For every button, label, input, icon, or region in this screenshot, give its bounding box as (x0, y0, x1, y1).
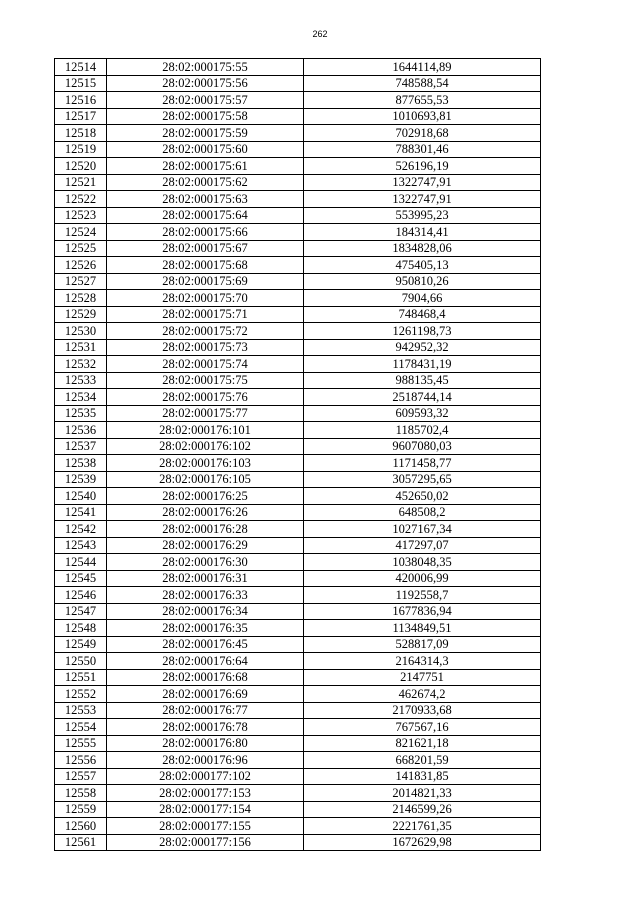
value-cell: 7904,66 (304, 290, 541, 307)
table-row (55, 834, 541, 851)
row-number-cell: 12521 (55, 174, 107, 191)
row-number-cell: 12547 (55, 603, 107, 620)
value-cell: 184314,41 (304, 224, 541, 241)
value-cell: 748468,4 (304, 306, 541, 323)
table-row (55, 702, 541, 719)
cadastral-number-cell: 28:02:000175:66 (107, 224, 304, 241)
cadastral-number-cell: 28:02:000175:58 (107, 108, 304, 125)
table-row (55, 818, 541, 835)
table-row (55, 488, 541, 505)
cadastral-number-cell: 28:02:000175:57 (107, 92, 304, 109)
cadastral-number-cell: 28:02:000175:68 (107, 257, 304, 274)
row-number-cell: 12559 (55, 801, 107, 818)
row-number-cell: 12531 (55, 339, 107, 356)
value-cell: 462674,2 (304, 686, 541, 703)
row-number-cell: 12535 (55, 405, 107, 422)
cadastral-number-cell: 28:02:000175:56 (107, 75, 304, 92)
row-number-cell: 12532 (55, 356, 107, 373)
value-cell: 988135,45 (304, 372, 541, 389)
page-number: 262 (312, 29, 328, 39)
value-cell: 748588,54 (304, 75, 541, 92)
cadastral-number-cell: 28:02:000176:31 (107, 570, 304, 587)
table-row (55, 257, 541, 274)
value-cell: 788301,46 (304, 141, 541, 158)
cadastral-number-cell: 28:02:000176:34 (107, 603, 304, 620)
value-cell: 1261198,73 (304, 323, 541, 340)
row-number-cell: 12514 (55, 59, 107, 76)
value-cell: 9607080,03 (304, 438, 541, 455)
row-number-cell: 12561 (55, 834, 107, 851)
table-row (55, 323, 541, 340)
table-row (55, 587, 541, 604)
value-cell: 1322747,91 (304, 191, 541, 208)
table-row (55, 636, 541, 653)
cadastral-number-cell: 28:02:000175:75 (107, 372, 304, 389)
table-row (55, 521, 541, 538)
table-row (55, 801, 541, 818)
value-cell: 2170933,68 (304, 702, 541, 719)
row-number-cell: 12523 (55, 207, 107, 224)
row-number-cell: 12519 (55, 141, 107, 158)
value-cell: 528817,09 (304, 636, 541, 653)
row-number-cell: 12522 (55, 191, 107, 208)
value-cell: 2014821,33 (304, 785, 541, 802)
cadastral-number-cell: 28:02:000176:80 (107, 735, 304, 752)
value-cell: 452650,02 (304, 488, 541, 505)
value-cell: 1185702,4 (304, 422, 541, 439)
table-row (55, 125, 541, 142)
cadastral-number-cell: 28:02:000175:60 (107, 141, 304, 158)
cadastral-number-cell: 28:02:000176:78 (107, 719, 304, 736)
value-cell: 767567,16 (304, 719, 541, 736)
cadastral-number-cell: 28:02:000175:73 (107, 339, 304, 356)
row-number-cell: 12518 (55, 125, 107, 142)
table-row (55, 92, 541, 109)
table-row (55, 570, 541, 587)
table-row (55, 537, 541, 554)
cadastral-number-cell: 28:02:000176:103 (107, 455, 304, 472)
table-row (55, 240, 541, 257)
value-cell: 1178431,19 (304, 356, 541, 373)
cadastral-number-cell: 28:02:000175:69 (107, 273, 304, 290)
value-cell: 526196,19 (304, 158, 541, 175)
table-row (55, 174, 541, 191)
cadastral-number-cell: 28:02:000176:77 (107, 702, 304, 719)
value-cell: 141831,85 (304, 768, 541, 785)
table-row (55, 141, 541, 158)
value-cell: 2147751 (304, 669, 541, 686)
value-cell: 609593,32 (304, 405, 541, 422)
cadastral-number-cell: 28:02:000176:28 (107, 521, 304, 538)
row-number-cell: 12515 (55, 75, 107, 92)
table-row (55, 471, 541, 488)
value-cell: 420006,99 (304, 570, 541, 587)
cadastral-number-cell: 28:02:000175:77 (107, 405, 304, 422)
row-number-cell: 12556 (55, 752, 107, 769)
row-number-cell: 12538 (55, 455, 107, 472)
table-row (55, 785, 541, 802)
registry-table-body (55, 59, 541, 851)
table-row (55, 339, 541, 356)
row-number-cell: 12526 (55, 257, 107, 274)
table-row (55, 686, 541, 703)
row-number-cell: 12533 (55, 372, 107, 389)
value-cell: 648508,2 (304, 504, 541, 521)
row-number-cell: 12534 (55, 389, 107, 406)
table-row (55, 620, 541, 637)
cadastral-number-cell: 28:02:000176:25 (107, 488, 304, 505)
value-cell: 877655,53 (304, 92, 541, 109)
cadastral-number-cell: 28:02:000175:62 (107, 174, 304, 191)
row-number-cell: 12548 (55, 620, 107, 637)
row-number-cell: 12545 (55, 570, 107, 587)
cadastral-number-cell: 28:02:000176:102 (107, 438, 304, 455)
value-cell: 3057295,65 (304, 471, 541, 488)
value-cell: 2164314,3 (304, 653, 541, 670)
table-row (55, 422, 541, 439)
cadastral-number-cell: 28:02:000175:70 (107, 290, 304, 307)
value-cell: 2221761,35 (304, 818, 541, 835)
row-number-cell: 12539 (55, 471, 107, 488)
value-cell: 1672629,98 (304, 834, 541, 851)
value-cell: 1192558,7 (304, 587, 541, 604)
row-number-cell: 12552 (55, 686, 107, 703)
value-cell: 1677836,94 (304, 603, 541, 620)
value-cell: 1644114,89 (304, 59, 541, 76)
cadastral-number-cell: 28:02:000175:59 (107, 125, 304, 142)
table-row (55, 719, 541, 736)
value-cell: 1322747,91 (304, 174, 541, 191)
table-row (55, 191, 541, 208)
row-number-cell: 12554 (55, 719, 107, 736)
table-row (55, 372, 541, 389)
table-row (55, 224, 541, 241)
cadastral-number-cell: 28:02:000175:71 (107, 306, 304, 323)
value-cell: 1134849,51 (304, 620, 541, 637)
cadastral-number-cell: 28:02:000176:29 (107, 537, 304, 554)
cadastral-number-cell: 28:02:000177:153 (107, 785, 304, 802)
cadastral-number-cell: 28:02:000177:102 (107, 768, 304, 785)
table-row (55, 108, 541, 125)
cadastral-number-cell: 28:02:000175:67 (107, 240, 304, 257)
cadastral-number-cell: 28:02:000175:63 (107, 191, 304, 208)
cadastral-number-cell: 28:02:000176:64 (107, 653, 304, 670)
table-row (55, 603, 541, 620)
row-number-cell: 12527 (55, 273, 107, 290)
row-number-cell: 12558 (55, 785, 107, 802)
row-number-cell: 12560 (55, 818, 107, 835)
row-number-cell: 12537 (55, 438, 107, 455)
table-row (55, 273, 541, 290)
cadastral-number-cell: 28:02:000176:33 (107, 587, 304, 604)
row-number-cell: 12529 (55, 306, 107, 323)
table-row (55, 768, 541, 785)
value-cell: 702918,68 (304, 125, 541, 142)
row-number-cell: 12553 (55, 702, 107, 719)
cadastral-number-cell: 28:02:000177:156 (107, 834, 304, 851)
cadastral-number-cell: 28:02:000176:30 (107, 554, 304, 571)
table-row (55, 438, 541, 455)
row-number-cell: 12517 (55, 108, 107, 125)
table-row (55, 669, 541, 686)
value-cell: 950810,26 (304, 273, 541, 290)
row-number-cell: 12520 (55, 158, 107, 175)
table-row (55, 356, 541, 373)
cadastral-number-cell: 28:02:000176:69 (107, 686, 304, 703)
value-cell: 1171458,77 (304, 455, 541, 472)
cadastral-number-cell: 28:02:000175:74 (107, 356, 304, 373)
table-row (55, 455, 541, 472)
cadastral-number-cell: 28:02:000176:35 (107, 620, 304, 637)
table-row (55, 504, 541, 521)
row-number-cell: 12557 (55, 768, 107, 785)
row-number-cell: 12544 (55, 554, 107, 571)
table-row (55, 207, 541, 224)
registry-table (54, 58, 541, 851)
value-cell: 1027167,34 (304, 521, 541, 538)
value-cell: 417297,07 (304, 537, 541, 554)
row-number-cell: 12516 (55, 92, 107, 109)
row-number-cell: 12543 (55, 537, 107, 554)
row-number-cell: 12541 (55, 504, 107, 521)
table-row (55, 653, 541, 670)
table-row (55, 752, 541, 769)
table-row (55, 59, 541, 76)
row-number-cell: 12525 (55, 240, 107, 257)
cadastral-number-cell: 28:02:000175:61 (107, 158, 304, 175)
row-number-cell: 12549 (55, 636, 107, 653)
value-cell: 2518744,14 (304, 389, 541, 406)
cadastral-number-cell: 28:02:000177:155 (107, 818, 304, 835)
cadastral-number-cell: 28:02:000177:154 (107, 801, 304, 818)
value-cell: 1010693,81 (304, 108, 541, 125)
cadastral-number-cell: 28:02:000176:105 (107, 471, 304, 488)
table-row (55, 306, 541, 323)
row-number-cell: 12528 (55, 290, 107, 307)
value-cell: 821621,18 (304, 735, 541, 752)
row-number-cell: 12546 (55, 587, 107, 604)
row-number-cell: 12540 (55, 488, 107, 505)
cadastral-number-cell: 28:02:000176:96 (107, 752, 304, 769)
row-number-cell: 12542 (55, 521, 107, 538)
table-row (55, 75, 541, 92)
table-row (55, 158, 541, 175)
value-cell: 1834828,06 (304, 240, 541, 257)
value-cell: 2146599,26 (304, 801, 541, 818)
table-row (55, 290, 541, 307)
row-number-cell: 12536 (55, 422, 107, 439)
row-number-cell: 12524 (55, 224, 107, 241)
table-row (55, 735, 541, 752)
cadastral-number-cell: 28:02:000175:72 (107, 323, 304, 340)
cadastral-number-cell: 28:02:000176:68 (107, 669, 304, 686)
row-number-cell: 12555 (55, 735, 107, 752)
table-row (55, 405, 541, 422)
cadastral-number-cell: 28:02:000175:64 (107, 207, 304, 224)
cadastral-number-cell: 28:02:000175:55 (107, 59, 304, 76)
value-cell: 1038048,35 (304, 554, 541, 571)
row-number-cell: 12530 (55, 323, 107, 340)
value-cell: 668201,59 (304, 752, 541, 769)
cadastral-number-cell: 28:02:000176:26 (107, 504, 304, 521)
table-row (55, 554, 541, 571)
table-row (55, 389, 541, 406)
value-cell: 475405,13 (304, 257, 541, 274)
cadastral-number-cell: 28:02:000176:101 (107, 422, 304, 439)
value-cell: 942952,32 (304, 339, 541, 356)
row-number-cell: 12551 (55, 669, 107, 686)
cadastral-number-cell: 28:02:000176:45 (107, 636, 304, 653)
row-number-cell: 12550 (55, 653, 107, 670)
cadastral-number-cell: 28:02:000175:76 (107, 389, 304, 406)
value-cell: 553995,23 (304, 207, 541, 224)
